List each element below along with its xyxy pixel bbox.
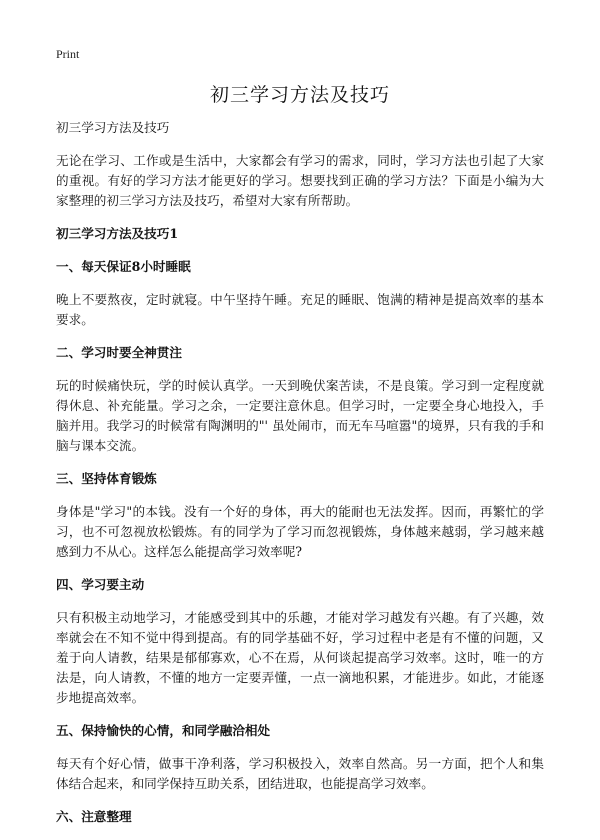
section-text-1: 晚上不要熬夜，定时就寝。中午坚持午睡。充足的睡眠、饱满的精神是提高效率的基本要求。	[56, 292, 544, 327]
page-title: 初三学习方法及技巧	[209, 84, 390, 106]
section-heading-3: 三、坚持体育锻炼	[56, 471, 157, 486]
document-body	[56, 118, 544, 840]
section-heading-2: 二、学习时要全神贯注	[56, 345, 182, 360]
section-heading-1: 一、每天保证8小时睡眠	[56, 259, 191, 274]
section-text-3: 身体是"学习"的本钱。没有一个好的身体，再大的能耐也无法发挥。因而，再繁忙的学习，也不可忽视放松锻炼。有的同学为了学习而忽视锻炼，身体越来越弱，学习越来越感到力不从心。这样怎么能提高学习效率呢?	[56, 504, 544, 559]
section-text-5: 每天有个好心情，做事干净利落，学习积极投入，效率自然高。另一方面，把个人和集体结合起来，和同学保持互助关系，团结进取，也能提高学习效率。	[56, 756, 544, 791]
intro-paragraph: 无论在学习、工作或是生活中，大家都会有学习的需求，同时，学习方法也引起了大家的重视。有好的学习方法才能更好的学习。想要找到正确的学习方法？下面是小编为大家整理的初三学习方法及技巧，希望对大家有所帮助。	[56, 153, 544, 208]
section-text-4: 只有积极主动地学习，才能感受到其中的乐趣，才能对学习越发有兴趣。有了兴趣，效率就会在不知不觉中得到提高。有的同学基础不好，学习过程中老是有不懂的问题，又羞于向人请教，结果是郁郁寡欢，心不在焉，从何谈起提高学习效率。这时，唯一的方法是，向人请教，不懂的地方一定要弄懂，一点一滴地积累，才能进步。如此，才能逐步地提高效率。	[56, 610, 544, 705]
section-heading-4: 四、学习要主动	[56, 577, 145, 592]
subtitle: 初三学习方法及技巧	[56, 120, 170, 135]
section-text-2: 玩的时候痛快玩，学的时候认真学。一天到晚伏案苦读，不是良策。学习到一定程度就得休息、补充能量。学习之余，一定要注意休息。但学习时，一定要全身心地投入，手脑并用。我学习的时候常有陶渊明的"' 虽处闹市，而无车马喧嚣"的境界，只有我的手和脑与课本交流。	[56, 378, 544, 453]
section-heading-6: 六、注意整理	[56, 809, 132, 824]
section-heading-5: 五、保持愉快的心情，和同学融洽相处	[56, 723, 271, 738]
section-title: 初三学习方法及技巧1	[56, 226, 179, 241]
print-label[interactable]: Print	[56, 47, 80, 61]
